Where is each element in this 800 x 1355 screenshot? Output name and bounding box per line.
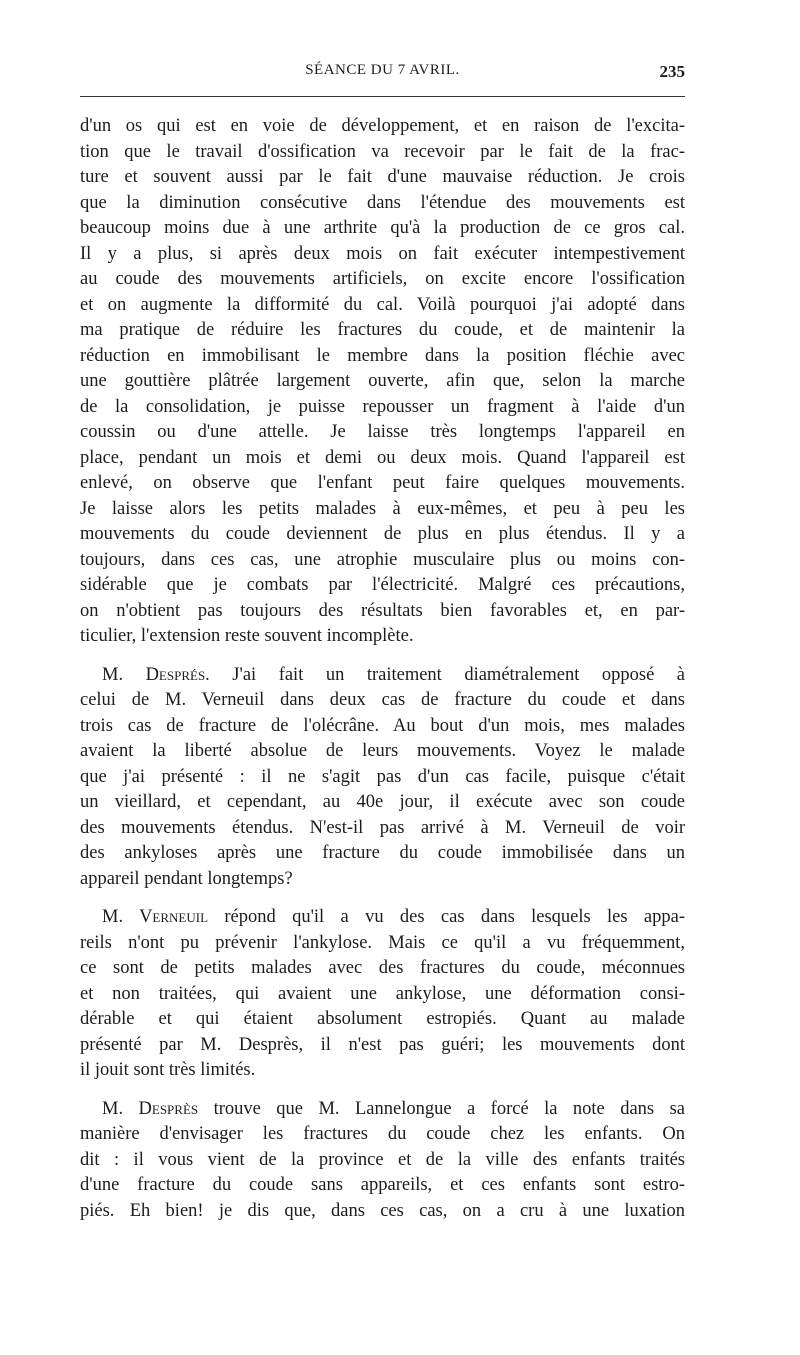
- text-line: dit : il vous vient de la province et de la ville des enfants traités: [80, 1149, 685, 1170]
- text-line: que la diminution consécutive dans l'étendue des mouvements est: [80, 192, 685, 213]
- text-line: enlevé, on observe que l'enfant peut faire quelques mouvements.: [80, 473, 685, 493]
- paragraph-despres-1: [80, 663, 685, 893]
- page-number: 235: [659, 62, 685, 81]
- text-line: d'une fracture du coude sans appareils, et ces enfants sont estro-: [80, 1175, 685, 1195]
- text-line: manière d'envisager les fractures du coude chez les enfants. On: [80, 1124, 685, 1144]
- paragraph-continuation: [80, 114, 685, 650]
- text-line: toujours, dans ces cas, une atrophie musculaire plus ou moins con-: [80, 549, 685, 570]
- text-run: J'ai fait un traitement diamétralement opposé à: [209, 664, 685, 685]
- page-body: [80, 114, 685, 1224]
- text-line: d'un os qui est en voie de développement, et en raison de l'excita-: [80, 116, 685, 136]
- text-line: réduction en immobilisant le membre dans la position fléchie avec: [80, 345, 685, 366]
- text-line: beaucoup moins due à une arthrite qu'à la production de ce gros cal.: [80, 218, 685, 238]
- text-line: que j'ai présenté : il ne s'agit pas d'un cas facile, puisque c'était: [80, 766, 685, 787]
- text-line: on n'obtient pas toujours des résultats bien favorables et, en par-: [80, 600, 685, 621]
- text-line: et non traitées, qui avaient une ankylose, une déformation consi-: [80, 983, 685, 1004]
- text-line-first: [80, 905, 685, 931]
- text-line: mouvements du coude deviennent de plus en plus étendus. Il y a: [80, 524, 685, 544]
- text-line: coussin ou d'une attelle. Je laisse très longtemps l'appareil en: [80, 422, 685, 442]
- text-line: tion que le travail d'ossification va recevoir par le fait de la frac-: [80, 141, 685, 162]
- text-line: Il y a plus, si après deux mois on fait exécuter intempestivement: [80, 243, 685, 264]
- text-line: place, pendant un mois et demi ou deux mois. Quand l'appareil est: [80, 447, 685, 468]
- text-line: ma pratique de réduire les fractures du coude, et de maintenir la: [80, 320, 685, 340]
- text-run: répond qu'il a vu des cas dans lesquels les appa-: [208, 907, 686, 927]
- text-line: ture et souvent aussi par le fait d'une mauvaise réduction. Je crois: [80, 167, 685, 187]
- text-line-first: [80, 663, 685, 689]
- text-line: des ankyloses après une fracture du coude immobilisée dans un: [80, 843, 685, 863]
- text-line: des mouvements étendus. N'est-il pas arrivé à M. Verneuil de voir: [80, 817, 685, 838]
- text-line: de la consolidation, je puisse repousser un fragment à l'aide d'un: [80, 396, 685, 417]
- text-line: une gouttière plâtrée largement ouverte, afin que, selon la marche: [80, 371, 685, 391]
- paragraph-verneuil: [80, 905, 685, 1084]
- text-line: et on augmente la difformité du cal. Voilà pourquoi j'ai adopté dans: [80, 294, 685, 315]
- text-line: il jouit sont très limités.: [80, 1060, 256, 1080]
- text-line: reils n'ont pu prévenir l'ankylose. Mais ce qu'il a vu fréquemment,: [80, 932, 685, 953]
- speaker-name: M. Desprès: [102, 1098, 199, 1119]
- text-line: piés. Eh bien! je dis que, dans ces cas, on a cru à une luxation: [80, 1200, 685, 1221]
- text-line: sidérable que je combats par l'électricité. Malgré ces précautions,: [80, 575, 685, 595]
- text-line: celui de M. Verneuil dans deux cas de fracture du coude et dans: [80, 690, 685, 710]
- text-line: présenté par M. Desprès, il n'est pas guéri; les mouvements dont: [80, 1034, 685, 1055]
- text-line: avaient la liberté absolue de leurs mouvements. Voyez le malade: [80, 741, 685, 761]
- speaker-name: M. Verneuil: [102, 907, 209, 927]
- text-run: trouve que M. Lannelongue a forcé la note dans sa: [198, 1098, 685, 1119]
- paragraph-despres-2: [80, 1097, 685, 1225]
- text-line: Je laisse alors les petits malades à eux-mêmes, et peu à peu les: [80, 498, 685, 519]
- speaker-name: M. Després.: [102, 664, 210, 685]
- text-line: appareil pendant longtemps?: [80, 868, 293, 889]
- text-line: dérable et qui étaient absolument estropiés. Quant au malade: [80, 1009, 685, 1029]
- header-rule: [80, 96, 685, 97]
- text-line: un vieillard, et cependant, au 40e jour, il exécute avec son coude: [80, 792, 685, 812]
- text-line: ce sont de petits malades avec des fractures du coude, méconnues: [80, 958, 685, 978]
- text-line: ticulier, l'extension reste souvent incomplète.: [80, 626, 414, 646]
- page-header: [80, 62, 685, 84]
- running-head: SÉANCE DU 7 AVRIL.: [305, 62, 460, 78]
- text-line-first: [80, 1097, 685, 1123]
- text-line: au coude des mouvements artificiels, on excite encore l'ossification: [80, 269, 685, 289]
- text-line: trois cas de fracture de l'olécrâne. Au bout d'un mois, mes malades: [80, 715, 685, 736]
